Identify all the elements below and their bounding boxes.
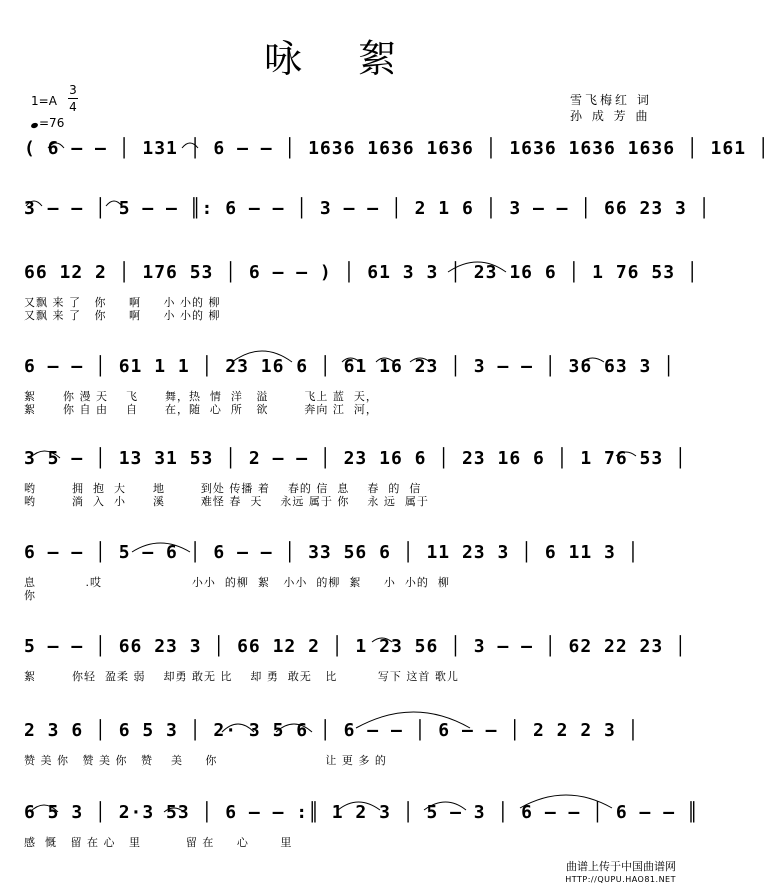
lyrics-verse-1: 絮 你 漫 天 飞 舞，热 情 洋 溢 飞上 蓝 天， <box>24 390 378 403</box>
lyrics-verse-1: 息 .哎 小小 的柳 絮 小小 的柳 絮 小 小的 柳 <box>24 576 450 589</box>
notation-line: 2 3 6 │ 6 5 3 │ 2· 3 5 6 │ 6 — — │ 6 — — │ 2 2 2 3 │ <box>24 720 640 741</box>
footer-line1: 曲谱上传于中国曲谱网 <box>566 860 676 873</box>
notation-line: 6 5 3 │ 2·3 53 │ 6 — — :║ 1 2 3 │ 5 — 3 │ 6 — — │ 6 — — ║ <box>24 802 699 823</box>
lyrics-verse-1: 絮 你轻 盈柔 弱 却勇 敢无 比 却 勇 敢无 比 写下 这首 歌儿 <box>24 670 459 683</box>
lyrics-verse-1: 又飘 来 了 你 啊 小 小的 柳 <box>24 296 221 309</box>
quarter-note-icon <box>30 122 38 129</box>
tempo-marking <box>31 116 64 130</box>
composer-credit: 孙 成 芳 曲 <box>570 109 651 123</box>
notation-line: 6 — — │ 61 1 1 │ 23 16 6 │ 61 16 23 │ 3 — — │ 36 63 3 │ <box>24 356 676 377</box>
time-sig-bottom: 4 <box>69 100 77 114</box>
lyrics-verse-1: 哟 拥 抱 大 地 到处 传播 着 春的 信 息 春 的 信 <box>24 482 422 495</box>
tempo-value: =76 <box>39 116 65 130</box>
lyrics-verse-2: 絮 你 自 由 自 在，随 心 所 欲 奔向 江 河， <box>24 403 378 416</box>
notation-line: 3 5 — │ 13 31 53 │ 2 — — │ 23 16 6 │ 23 16 6 │ 1 76 53 │ <box>24 448 687 469</box>
lyricist-credit: 雪飞梅红 词 <box>570 93 652 107</box>
lyrics-verse-2: 又飘 来 了 你 啊 小 小的 柳 <box>24 309 221 322</box>
page-title: 咏 絮 <box>264 37 419 81</box>
lyrics-verse-1: 感 慨 留 在 心 里 留 在 心 里 <box>24 836 293 849</box>
credits <box>570 92 652 124</box>
notation-line: 3 — — │ 5 — — ║: 6 — — │ 3 — — │ 2 1 6 │ 3 — — │ 66 23 3 │ <box>24 198 711 219</box>
time-signature <box>68 82 78 115</box>
watermark-footer <box>565 860 676 886</box>
key-signature: 1=A <box>31 94 57 108</box>
lyrics-verse-1: 赞 美 你 赞 美 你 赞 美 你 让 更 多 的 <box>24 754 387 767</box>
lyrics-verse-2: 哟 淌 入 小 溪 难怪 春 天 永远 属于 你 永 远 属于 <box>24 495 429 508</box>
footer-url: HTTP://QUPU.HAO81.NET <box>565 875 676 884</box>
lyrics-verse-2: 你 <box>24 589 36 602</box>
time-sig-bar <box>68 98 78 99</box>
notation-line: ( 6 — — │ 131 │ 6 — — │ 1636 1636 1636 │ 1636 1636 1636 │ 161 │ <box>24 138 770 159</box>
time-sig-top: 3 <box>69 83 77 97</box>
notation-line: 66 12 2 │ 176 53 │ 6 — — ) │ 61 3 3 │ 23 16 6 │ 1 76 53 │ <box>24 262 699 283</box>
notation-line: 5 — — │ 66 23 3 │ 66 12 2 │ 1 23 56 │ 3 — — │ 62 22 23 │ <box>24 636 687 657</box>
notation-line: 6 — — │ 5 — 6 │ 6 — — │ 33 56 6 │ 11 23 3 │ 6 11 3 │ <box>24 542 640 563</box>
